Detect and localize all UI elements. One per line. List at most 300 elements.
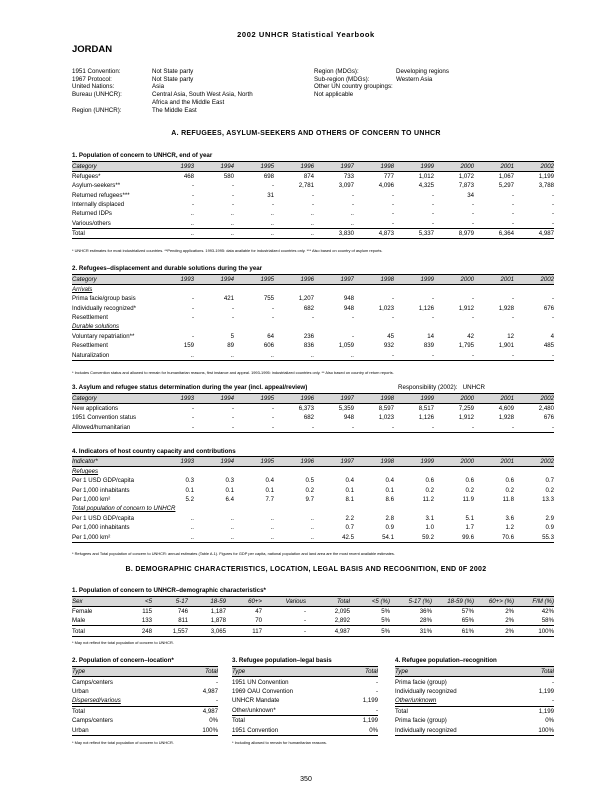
row-label: Refugees* [72, 172, 101, 180]
column-header: 1993 [154, 275, 194, 285]
table-cell: - [471, 219, 474, 227]
table-2-durable-solutions [72, 274, 554, 361]
row-label: Various/others [72, 219, 111, 227]
table-cell: - [471, 210, 474, 218]
table-cell: 2,480 [538, 404, 554, 412]
table-cell: - [191, 182, 194, 190]
row-label: Asylum-seekers** [72, 182, 121, 190]
table-row [72, 209, 554, 218]
table-cell: 948 [343, 414, 354, 422]
table-cell: 45 [387, 332, 394, 340]
table-cell: 159 [183, 342, 194, 350]
table-cell: - [314, 422, 354, 432]
table-cell: 676 [543, 304, 554, 312]
table-cell: - [351, 313, 354, 321]
table-cell: 1,207 [298, 295, 314, 303]
row-label: Other/unknown* [232, 706, 276, 714]
total-cell: .. [274, 228, 314, 238]
table-cell: 11.2 [422, 495, 434, 503]
table-cell: .. [270, 524, 274, 532]
table-row [72, 677, 218, 687]
row-label: Resettlement [72, 342, 108, 350]
total-cell: 117 [226, 626, 262, 636]
table-cell: 4,325 [418, 182, 434, 190]
table-cell: 133 [141, 617, 152, 625]
column-header: 5-17 (%) [390, 597, 432, 607]
table-cell: 6.4 [225, 495, 234, 503]
row-label: Dispersed/various [72, 697, 121, 705]
table-cell: - [311, 191, 314, 199]
info-value: Asia [152, 83, 165, 91]
column-header: 1998 [354, 275, 394, 285]
table-cell: 1,059 [338, 342, 354, 350]
total-cell: 5,337 [394, 228, 434, 238]
table-cell: - [231, 304, 234, 312]
table-cell: .. [230, 514, 234, 522]
column-header: <5 (%) [350, 597, 390, 607]
table-cell: 5 [230, 332, 234, 340]
row-label: Total [72, 706, 145, 716]
table-cell: 12 [507, 332, 514, 340]
table-cell: - [191, 304, 194, 312]
table-row [232, 725, 378, 735]
table-row [395, 725, 554, 735]
table-cell: .. [194, 532, 234, 542]
table-cell: - [551, 191, 554, 199]
table-2-note: * Includes Convention status and allowed to remain for humanitarian reasons, first instance and appeal. 1993-1995: industrialized countries only. ** Also based on country of return reports. [72, 370, 394, 375]
table-row [72, 616, 554, 626]
row-label: Per 1,000 inhabitants [72, 524, 130, 532]
column-header: Type [232, 667, 305, 677]
total-cell: 4,987 [514, 228, 554, 238]
header-row [72, 667, 218, 677]
info-value: Africa and the Middle East [152, 98, 225, 106]
column-header: 2001 [474, 162, 514, 172]
table-cell: - [234, 422, 274, 432]
table-row [72, 403, 554, 413]
table-row [72, 485, 554, 494]
table-b2-title: 2. Population of concern–location* [72, 657, 174, 664]
column-header: 2002 [514, 162, 554, 172]
info-value [396, 91, 476, 99]
table-cell: 0.9 [385, 524, 394, 532]
table-1-title: 1. Population of concern to UNHCR, end of year [72, 152, 213, 159]
column-header: F/M (%) [514, 597, 554, 607]
table-cell: 874 [303, 172, 314, 180]
table-cell: 4,987 [202, 687, 218, 695]
table-1-note: * UNHCR estimates for most industrialized countries. **Pending applications. 1993-1995: data available for industrialized countries only. *** Also based on country of asylum reports. [72, 248, 383, 253]
column-header: 1995 [234, 162, 274, 172]
table-cell: .. [190, 524, 194, 532]
column-header: <5 [122, 597, 152, 607]
header-row [72, 394, 554, 404]
table-cell: 31 [267, 191, 274, 199]
table-cell: - [511, 191, 514, 199]
table-cell: - [511, 200, 514, 208]
table-cell: - [551, 219, 554, 227]
table-cell: - [551, 200, 554, 208]
table-cell: - [191, 295, 194, 303]
total-cell: 3,065 [188, 626, 226, 636]
table-cell: - [471, 295, 474, 303]
total-cell: .. [194, 228, 234, 238]
table-cell: 7.7 [265, 495, 274, 503]
table-cell: - [231, 414, 234, 422]
table-cell: 733 [343, 172, 354, 180]
total-cell: Total [72, 228, 154, 238]
total-cell: 31% [390, 626, 432, 636]
column-header: 1994 [194, 394, 234, 404]
table-cell: .. [274, 532, 314, 542]
table-cell: - [391, 200, 394, 208]
table-cell: .. [350, 210, 354, 218]
table-cell: 0.7 [345, 524, 354, 532]
table-b4-title: 4. Refugee population–recognition [395, 657, 497, 664]
subheading: Durable solutions [72, 323, 120, 331]
table-cell: 0.2 [305, 486, 314, 494]
table-cell: - [514, 422, 554, 432]
table-cell: - [351, 332, 354, 340]
table-cell: 8.6 [385, 495, 394, 503]
table-row [72, 716, 218, 725]
column-header: Total [475, 667, 555, 677]
table-row [72, 413, 554, 422]
table-cell: 485 [543, 342, 554, 350]
table-b3-title: 3. Refugee population–legal basis [232, 657, 332, 664]
total-cell: 4,987 [306, 626, 350, 636]
table-1-population [72, 161, 554, 239]
table-cell: - [154, 422, 194, 432]
total-row [395, 706, 554, 716]
table-cell: - [474, 422, 514, 432]
total-cell: 6,364 [474, 228, 514, 238]
table-row [72, 303, 554, 312]
column-header: 60+> [226, 597, 262, 607]
column-header: Category [72, 394, 154, 404]
total-cell: - [262, 626, 306, 636]
column-header: 1998 [354, 162, 394, 172]
table-cell: 1,878 [210, 617, 226, 625]
header-row [72, 457, 554, 467]
table-cell: 13.3 [542, 495, 554, 503]
table-cell: 606 [263, 342, 274, 350]
table-row [395, 716, 554, 725]
table-cell: 4,987 [145, 706, 218, 716]
total-cell: 248 [122, 626, 152, 636]
table-cell: 421 [223, 295, 234, 303]
table-b2-note: * May not reflect the total population of concern to UNHCR. [72, 740, 174, 745]
table-cell: 1.2 [505, 524, 514, 532]
table-cell: 5.2 [185, 495, 194, 503]
column-header: 60+> (%) [474, 597, 514, 607]
table-cell: - [375, 687, 378, 695]
info-row [314, 68, 476, 76]
row-label: Individually recognized [395, 725, 475, 735]
row-label: Total [232, 715, 305, 725]
table-cell: 6,373 [298, 404, 314, 412]
column-header: 1993 [154, 394, 194, 404]
table-cell: .. [154, 350, 194, 360]
total-cell: 100% [514, 626, 554, 636]
table-cell: .. [190, 219, 194, 227]
column-header: 2000 [434, 162, 474, 172]
column-header: 2002 [514, 457, 554, 467]
table-b2-location [72, 666, 218, 736]
table-cell: 100% [475, 725, 555, 735]
total-cell: 5% [350, 626, 390, 636]
table-row [232, 706, 378, 716]
table-cell: .. [230, 219, 234, 227]
column-header: Various [262, 597, 306, 607]
table-cell: 34 [467, 191, 474, 199]
table-cell: - [434, 350, 474, 360]
info-value: Western Asia [396, 75, 433, 83]
table-cell: 65% [461, 617, 474, 625]
table-cell: 1.7 [465, 524, 474, 532]
table-cell: 0.1 [265, 486, 274, 494]
table-cell: 682 [303, 414, 314, 422]
table-cell: - [271, 313, 274, 321]
column-header: 1993 [154, 162, 194, 172]
table-b3-note: * Including allowed to remain for humanitarian reasons. [232, 740, 327, 745]
table-cell: - [271, 304, 274, 312]
table-cell: - [394, 350, 434, 360]
row-label: Other/unknown [395, 697, 437, 705]
table-cell: 0.1 [225, 486, 234, 494]
table-cell: 54.1 [354, 532, 394, 542]
table-cell: 70.6 [474, 532, 514, 542]
table-cell: - [471, 200, 474, 208]
info-label: Not applicable [314, 91, 354, 99]
table-cell: - [231, 200, 234, 208]
row-label: Resettlement [72, 313, 108, 321]
table-row [72, 696, 218, 706]
column-header: 1999 [394, 275, 434, 285]
row-label: Voluntary repatriation** [72, 332, 135, 340]
column-header: 2002 [514, 275, 554, 285]
table-cell: 9.7 [305, 495, 314, 503]
table-row [395, 677, 554, 687]
table-cell: 1,928 [498, 304, 514, 312]
table-row [72, 341, 554, 350]
yearbook-title: 2002 UNHCR Statistical Yearbook [237, 30, 375, 39]
table-row [72, 181, 554, 190]
table-cell: 2% [505, 617, 514, 625]
table-cell: 811 [178, 617, 188, 625]
column-header: 1993 [154, 457, 194, 467]
table-4-indicators [72, 456, 554, 543]
table-cell: - [311, 200, 314, 208]
row-label: Per 1,000 km² [72, 532, 154, 542]
column-header: 1994 [194, 457, 234, 467]
column-header: 1994 [194, 275, 234, 285]
table-cell: 932 [383, 342, 394, 350]
table-cell: 839 [423, 342, 434, 350]
table-cell: 948 [343, 295, 354, 303]
column-header: 1997 [314, 162, 354, 172]
table-cell: 7,873 [458, 182, 474, 190]
table-cell: - [431, 313, 434, 321]
column-header: 1994 [194, 162, 234, 172]
table-cell: 755 [263, 295, 274, 303]
table-cell: 1,795 [458, 342, 474, 350]
row-label: Camps/centers [72, 717, 113, 725]
table-cell: - [215, 697, 218, 705]
table-cell: - [271, 414, 274, 422]
info-value: Central Asia, South West Asia, North [152, 91, 253, 99]
info-label: 1967 Protocol: [72, 75, 112, 83]
column-header: 2000 [434, 394, 474, 404]
table-cell: - [511, 219, 514, 227]
table-cell: .. [350, 219, 354, 227]
table-cell: - [191, 332, 194, 340]
table-row [72, 476, 554, 485]
table-row [395, 687, 554, 696]
table-cell: 42 [467, 332, 474, 340]
table-cell: .. [194, 350, 234, 360]
table-cell: - [471, 313, 474, 321]
table-cell: .. [234, 350, 274, 360]
table-cell: 948 [343, 304, 354, 312]
table-b4-recognition [395, 666, 554, 736]
row-label: Total [395, 706, 475, 716]
table-cell: 89 [227, 342, 234, 350]
row-label: Individually recognized [395, 687, 457, 695]
column-header: 1999 [394, 394, 434, 404]
total-cell: .. [154, 228, 194, 238]
table-cell: 5.1 [465, 514, 474, 522]
table-cell: - [551, 210, 554, 218]
section-b-heading: B. DEMOGRAPHIC CHARACTERISTICS, LOCATION, LEGAL BASIS AND RECOGNITION, END 0F 2002 [125, 566, 487, 573]
table-cell: - [391, 313, 394, 321]
table-cell: - [231, 404, 234, 412]
table-cell: 236 [303, 332, 314, 340]
table-cell: 1.0 [425, 524, 434, 532]
row-label: 1951 UN Convention [232, 678, 289, 686]
table-cell: 1,187 [210, 607, 226, 615]
table-row [72, 332, 554, 341]
table-cell: 1,199 [475, 706, 555, 716]
table-cell: - [391, 191, 394, 199]
table-cell: - [191, 313, 194, 321]
table-row [72, 294, 554, 303]
row-label: Internally displaced [72, 200, 125, 208]
column-header: 1997 [314, 275, 354, 285]
table-cell: .. [230, 524, 234, 532]
table-cell: - [551, 295, 554, 303]
info-row [314, 91, 476, 99]
table-cell: 0.4 [385, 477, 394, 485]
column-header: 1995 [234, 394, 274, 404]
table-cell: 64 [267, 332, 274, 340]
table-cell: .. [190, 514, 194, 522]
table-cell: 70 [255, 617, 262, 625]
column-header: 1996 [274, 275, 314, 285]
column-header: 2001 [474, 275, 514, 285]
table-cell: 3,097 [338, 182, 354, 190]
table-cell: - [194, 422, 234, 432]
table-cell: 2.9 [545, 514, 554, 522]
table-cell: 777 [383, 172, 394, 180]
table-cell: 746 [177, 607, 188, 615]
rsd-value: UNHCR [462, 384, 486, 391]
table-cell: - [311, 313, 314, 321]
table-cell: - [351, 191, 354, 199]
table-cell: 3,788 [538, 182, 554, 190]
row-label: UNHCR Mandate [232, 697, 280, 705]
rsd-responsibility [398, 384, 485, 391]
column-header: 2000 [434, 275, 474, 285]
info-value: The Middle East [152, 106, 197, 114]
table-cell: 1,199 [538, 687, 554, 695]
table-cell: - [271, 404, 274, 412]
table-cell: .. [230, 210, 234, 218]
info-label: 1951 Convention: [72, 68, 121, 75]
row-label: Per 1,000 km² [72, 495, 111, 503]
column-header: 1996 [274, 457, 314, 467]
table-cell: 8,517 [418, 404, 434, 412]
total-cell: 61% [432, 626, 474, 636]
table-cell: 115 [142, 607, 152, 615]
table-cell: - [231, 182, 234, 190]
table-4-note: * Refugees and Total population of concern to UNHCR: annual estimates (Table A.1). Figures for GDP per capita, national population and land area are the most recent available estimates. [72, 551, 395, 556]
table-cell: 2.2 [345, 514, 354, 522]
row-label: Per 1,000 inhabitants [72, 486, 130, 494]
table-row [72, 200, 554, 209]
table-cell: 1,126 [418, 414, 434, 422]
header-row [232, 667, 378, 677]
column-header: Category [72, 275, 154, 285]
table-cell: 7,259 [458, 404, 474, 412]
table-cell: .. [270, 210, 274, 218]
table-cell: - [434, 422, 474, 432]
table-row [72, 514, 554, 523]
table-cell: .. [270, 514, 274, 522]
table-cell: 100% [145, 725, 218, 735]
table-cell: - [191, 404, 194, 412]
table-cell: - [191, 414, 194, 422]
row-label: 1951 Convention [232, 725, 305, 735]
subheading: Total population of concern to UNHCR [72, 505, 176, 513]
table-row [232, 687, 378, 696]
column-header: Type [72, 667, 145, 677]
total-cell: 1,557 [152, 626, 188, 636]
table-cell: 5,359 [338, 404, 354, 412]
table-cell: - [375, 678, 378, 686]
row-label: Urban [72, 725, 145, 735]
table-row [72, 190, 554, 199]
table-cell: - [431, 200, 434, 208]
table-row [72, 171, 554, 181]
row-label: Female [72, 607, 93, 615]
table-cell: .. [274, 350, 314, 360]
info-row [72, 83, 312, 91]
table-cell: .. [154, 532, 194, 542]
column-header: 2002 [514, 394, 554, 404]
column-header: Indicator* [72, 457, 154, 467]
table-cell: 57% [461, 607, 474, 615]
info-row [72, 91, 312, 99]
table-cell: 0.6 [465, 477, 474, 485]
table-cell: 1,012 [418, 172, 434, 180]
column-header: 18-59 (%) [432, 597, 474, 607]
table-3-rsd [72, 393, 554, 433]
table-cell: 0% [545, 717, 554, 725]
total-cell: Total [72, 626, 122, 636]
column-header: Sex [72, 597, 122, 607]
table-cell: 1,912 [458, 304, 474, 312]
table-cell: - [514, 350, 554, 360]
